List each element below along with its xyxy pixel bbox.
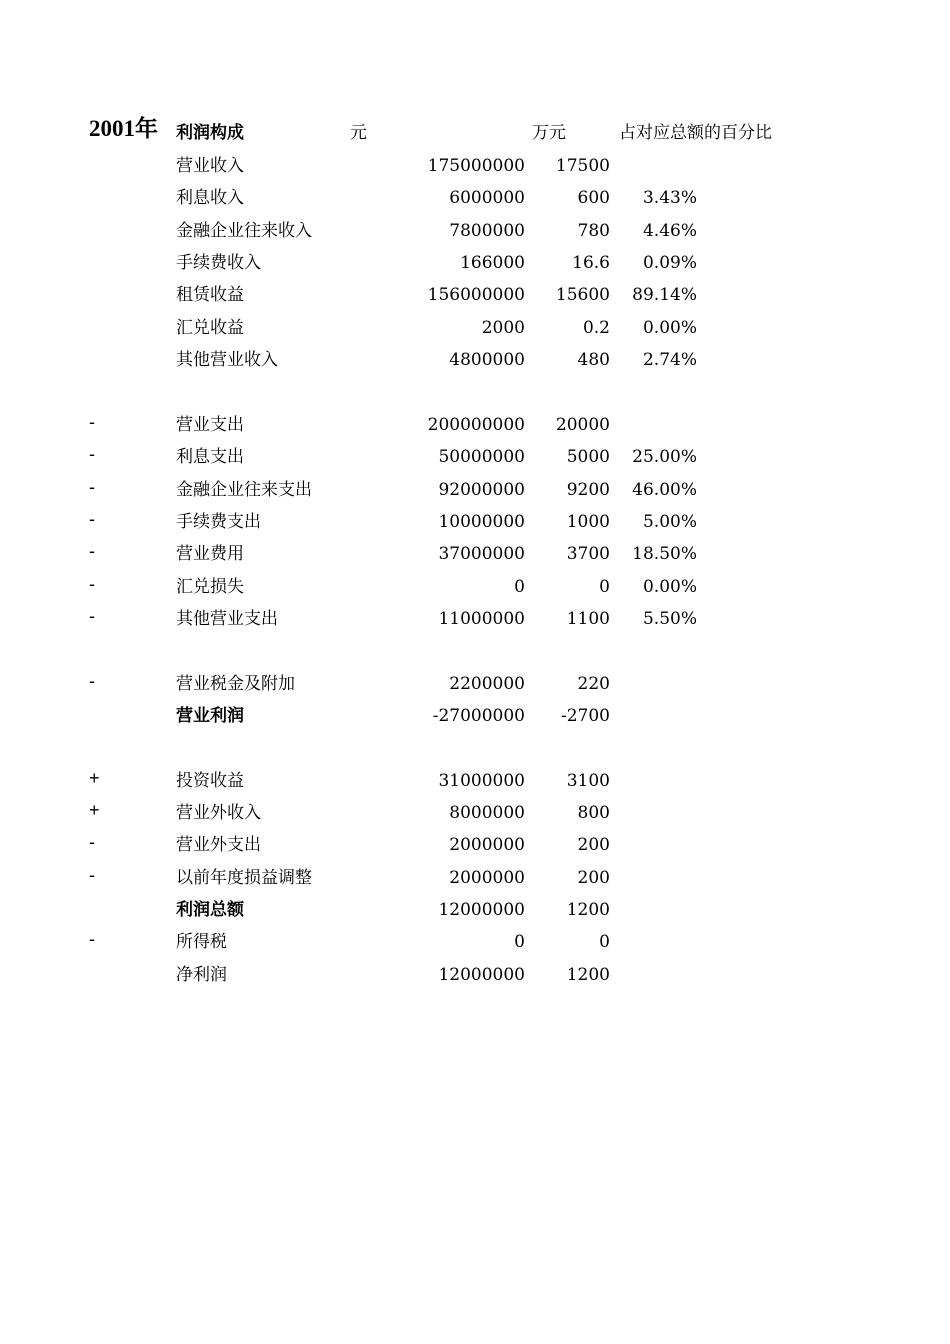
row-value-wanyuan: 1200 (566, 900, 610, 921)
row-item-name: 手续费收入 (176, 253, 261, 274)
row-value-yuan: -27000000 (432, 705, 525, 726)
row-value-wanyuan: 9200 (566, 479, 610, 500)
row-sign: - (89, 444, 95, 465)
table-row (0, 571, 950, 603)
table-row (0, 344, 950, 376)
row-value-wanyuan: 780 (577, 220, 610, 241)
row-value-yuan: 12000000 (438, 964, 525, 985)
row-item-name: 手续费支出 (176, 511, 261, 532)
row-value-yuan: 11000000 (438, 608, 525, 629)
row-item-name: 所得税 (176, 932, 227, 953)
row-item-name: 其他营业收入 (176, 350, 278, 371)
row-percent: 0.00% (642, 576, 697, 597)
row-sign: - (89, 476, 95, 497)
table-row (0, 668, 950, 700)
row-value-yuan: 2200000 (449, 673, 525, 694)
row-item-name: 营业支出 (176, 414, 244, 435)
table-row (0, 959, 950, 991)
row-value-yuan: 4800000 (449, 350, 525, 371)
row-value-yuan: 10000000 (438, 511, 525, 532)
table-row (0, 862, 950, 894)
row-item-name: 利息收入 (176, 188, 244, 209)
row-value-yuan: 2000 (481, 317, 525, 338)
table-row (0, 765, 950, 797)
row-percent: 18.50% (632, 544, 697, 565)
table-row (0, 150, 950, 182)
row-value-yuan: 92000000 (438, 479, 525, 500)
table-row (0, 409, 950, 441)
row-percent: 4.46% (642, 220, 697, 241)
row-value-wanyuan: 5000 (566, 447, 610, 468)
row-item-name: 金融企业往来收入 (176, 220, 312, 241)
row-item-name: 营业费用 (176, 544, 244, 565)
table-row (0, 441, 950, 473)
row-value-wanyuan: 20000 (555, 414, 610, 435)
table-row (0, 506, 950, 538)
table-row (0, 603, 950, 635)
row-value-yuan: 6000000 (449, 188, 525, 209)
row-sign: + (89, 767, 100, 788)
table-row (0, 829, 950, 861)
row-item-name: 净利润 (176, 964, 227, 985)
row-value-yuan: 12000000 (438, 900, 525, 921)
row-percent: 3.43% (642, 188, 697, 209)
row-percent: 0.00% (642, 317, 697, 338)
row-item-name: 汇兑收益 (176, 317, 244, 338)
row-value-yuan: 37000000 (438, 544, 525, 565)
table-row (0, 279, 950, 311)
row-value-wanyuan: -2700 (560, 705, 610, 726)
header-yuan: 元 (350, 123, 367, 143)
row-item-name: 营业收入 (176, 156, 244, 176)
table-row (0, 926, 950, 958)
table-row (0, 538, 950, 570)
row-value-wanyuan: 15600 (555, 285, 610, 306)
row-value-wanyuan: 1100 (566, 608, 610, 629)
table-row (0, 247, 950, 279)
row-value-wanyuan: 480 (577, 350, 610, 371)
row-item-name: 金融企业往来支出 (176, 479, 312, 500)
table-row (0, 215, 950, 247)
row-item-name: 营业外收入 (176, 803, 261, 823)
row-value-yuan: 2000000 (449, 867, 525, 888)
row-item-name: 营业利润 (176, 705, 244, 726)
header-percent: 占对应总额的百分比 (619, 123, 772, 143)
row-value-wanyuan: 1200 (566, 964, 610, 985)
row-sign: - (89, 605, 95, 626)
row-percent: 25.00% (632, 447, 697, 468)
row-item-name: 利润总额 (176, 900, 244, 921)
row-sign: - (89, 508, 95, 529)
row-percent: 2.74% (642, 350, 697, 371)
row-sign: - (89, 573, 95, 594)
row-item-name: 利息支出 (176, 447, 244, 468)
row-value-yuan: 7800000 (449, 220, 525, 241)
row-value-wanyuan: 17500 (555, 156, 610, 176)
table-row (0, 312, 950, 344)
row-percent: 5.50% (642, 608, 697, 629)
row-sign: + (89, 800, 100, 820)
row-value-yuan: 200000000 (427, 414, 525, 435)
row-value-wanyuan: 200 (577, 867, 610, 888)
table-row (0, 474, 950, 506)
row-percent: 89.14% (632, 285, 697, 306)
row-value-wanyuan: 220 (577, 673, 610, 694)
row-value-wanyuan: 1000 (566, 511, 610, 532)
row-value-yuan: 8000000 (449, 803, 525, 823)
row-value-yuan: 156000000 (427, 285, 525, 306)
row-value-wanyuan: 3100 (566, 770, 610, 791)
row-value-yuan: 0 (514, 932, 525, 953)
row-percent: 5.00% (642, 511, 697, 532)
header-wanyuan: 万元 (532, 123, 566, 143)
row-sign: - (89, 541, 95, 562)
row-value-yuan: 175000000 (427, 156, 525, 176)
table-row (0, 894, 950, 926)
row-item-name: 租赁收益 (176, 285, 244, 306)
year-label: 2001年 (89, 116, 158, 141)
row-item-name: 营业税金及附加 (176, 673, 295, 694)
row-sign: - (89, 929, 95, 950)
table-row (0, 700, 950, 732)
row-value-wanyuan: 3700 (566, 544, 610, 565)
row-value-wanyuan: 600 (577, 188, 610, 209)
row-percent: 0.09% (642, 253, 697, 274)
row-item-name: 汇兑损失 (176, 576, 244, 597)
row-item-name: 投资收益 (176, 770, 244, 791)
row-value-wanyuan: 0.2 (582, 317, 610, 338)
row-sign: - (89, 832, 95, 853)
header-profit-composition: 利润构成 (176, 123, 244, 143)
row-value-wanyuan: 800 (577, 803, 610, 823)
row-item-name: 营业外支出 (176, 835, 261, 856)
row-percent: 46.00% (632, 479, 697, 500)
row-value-wanyuan: 0 (599, 576, 610, 597)
table-row (0, 797, 950, 829)
row-value-wanyuan: 16.6 (572, 253, 610, 274)
table-row (0, 182, 950, 214)
row-sign: - (89, 411, 95, 432)
row-sign: - (89, 670, 95, 691)
row-value-yuan: 50000000 (438, 447, 525, 468)
row-item-name: 以前年度损益调整 (176, 867, 312, 888)
row-value-yuan: 166000 (460, 253, 525, 274)
row-value-yuan: 0 (514, 576, 525, 597)
row-value-yuan: 2000000 (449, 835, 525, 856)
row-value-yuan: 31000000 (438, 770, 525, 791)
row-value-wanyuan: 200 (577, 835, 610, 856)
row-item-name: 其他营业支出 (176, 608, 278, 629)
row-sign: - (89, 864, 95, 885)
row-value-wanyuan: 0 (599, 932, 610, 953)
